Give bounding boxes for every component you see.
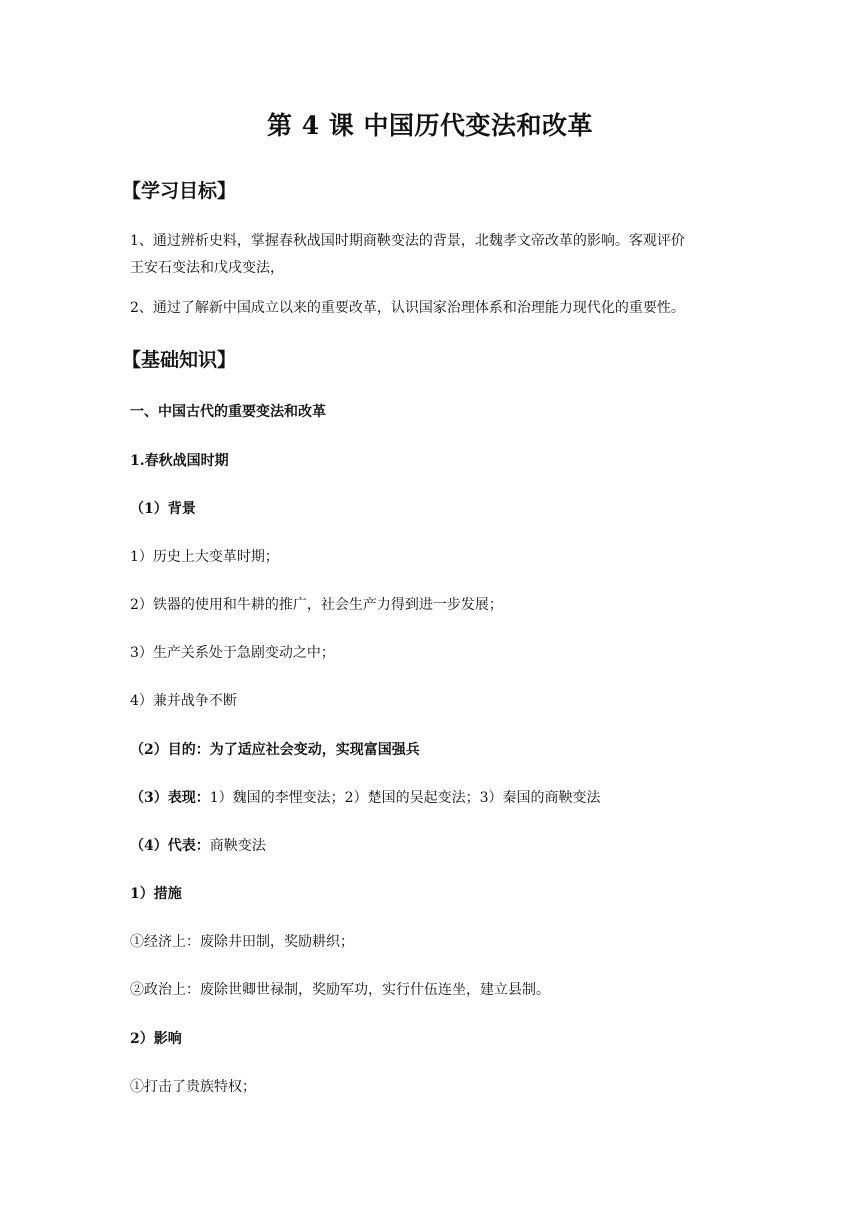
objective-item-1-line-2: 王安石变法和戊戌变法，: [130, 260, 284, 276]
representative-text: 商鞅变法: [209, 838, 266, 854]
manifestation-line: [130, 787, 600, 807]
impact-heading: 2）影响: [130, 1031, 182, 1047]
representative-label: （4）代表：: [130, 838, 210, 854]
measure-item-1: ①经济上：废除井田制，奖励耕织；: [130, 934, 354, 950]
section-heading-objectives: 【学习目标】: [122, 180, 237, 202]
part-heading-1: 一、中国古代的重要变法和改革: [130, 404, 326, 420]
measures-heading: 1）措施: [130, 886, 182, 902]
manifestation-label: （3）表现：: [130, 790, 210, 806]
manifestation-text: 1）魏国的李悝变法；2）楚国的吴起变法；3）秦国的商鞅变法: [209, 790, 601, 806]
background-item-1: 1）历史上大变革时期；: [130, 549, 279, 565]
subheading-spring-autumn: 1.春秋战国时期: [130, 453, 229, 469]
page-title: 第 4 课 中国历代变法和改革: [266, 111, 593, 140]
objective-item-1-line-1: 1、通过辨析史料，掌握春秋战国时期商鞅变法的背景，北魏孝文帝改革的影响。客观评价: [130, 233, 685, 249]
purpose-line: （2）目的：为了适应社会变动，实现富国强兵: [130, 742, 420, 758]
background-heading: （1）背景: [130, 501, 196, 517]
background-item-3: 3）生产关系处于急剧变动之中；: [130, 645, 335, 661]
measure-item-2: ②政治上：废除世卿世禄制，奖励军功，实行什伍连坐，建立县制。: [130, 982, 550, 998]
impact-item-1: ①打击了贵族特权；: [130, 1079, 256, 1095]
background-item-2: 2）铁器的使用和牛耕的推广，社会生产力得到进一步发展；: [130, 597, 503, 613]
section-heading-basics: 【基础知识】: [122, 349, 237, 371]
objective-item-2: 2、通过了解新中国成立以来的重要改革，认识国家治理体系和治理能力现代化的重要性。: [130, 300, 685, 316]
background-item-4: 4）兼并战争不断: [130, 693, 237, 709]
representative-line: [130, 835, 266, 855]
